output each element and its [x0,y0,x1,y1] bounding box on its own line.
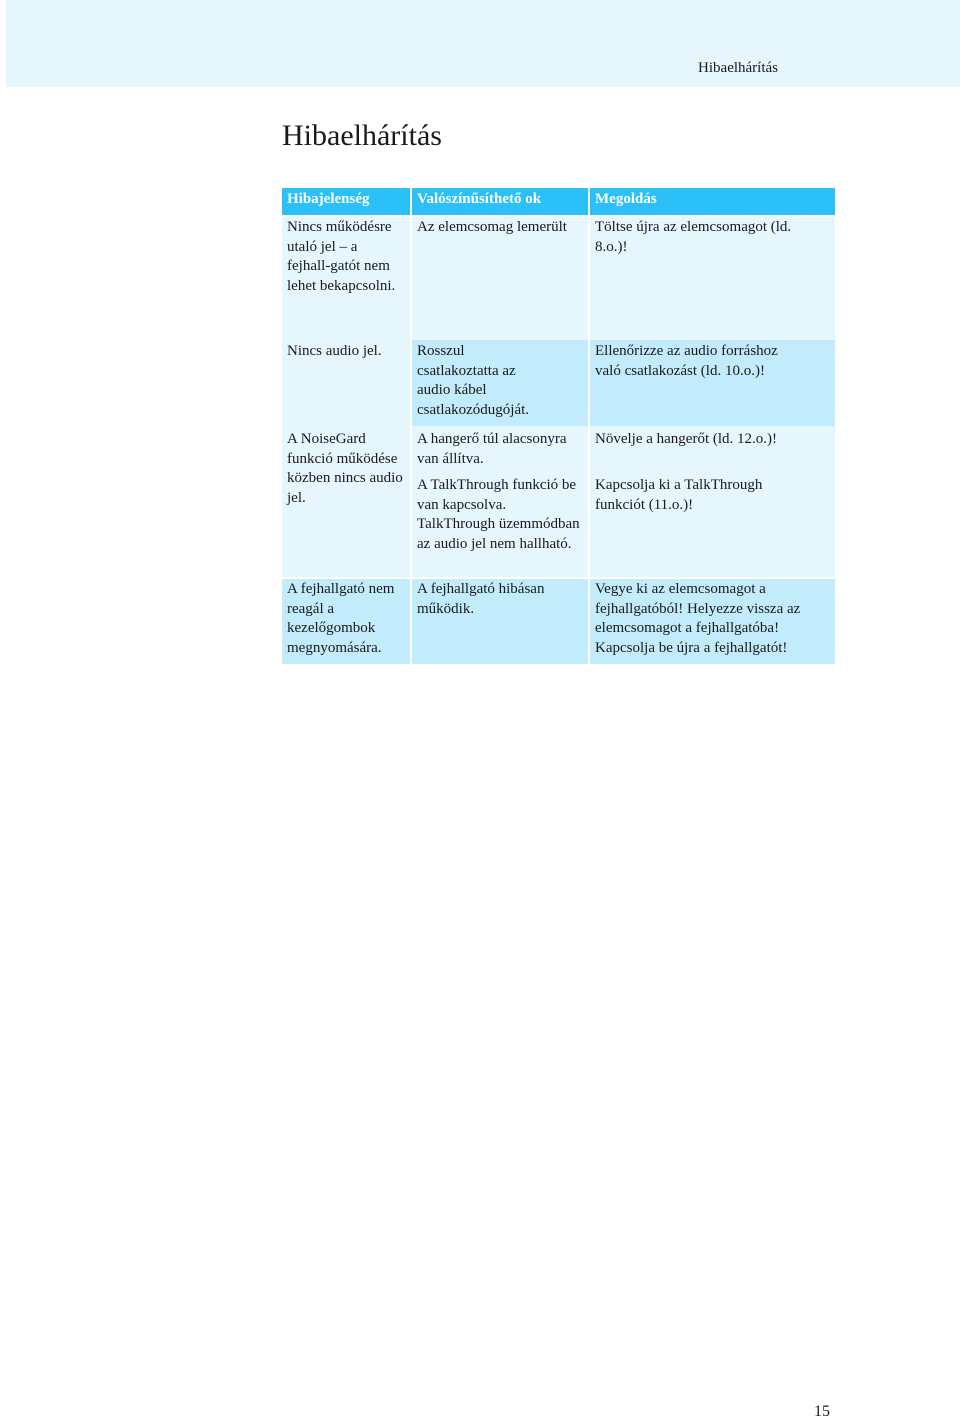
row2-cause-text: Rosszul csatlakoztatta az audio kábel csatlakozódugóját. [417,343,530,418]
header-symptom: Hibajelenség [282,188,410,215]
row4-cause-text: A fejhallgató hibásan működik. [417,581,545,617]
row2-solution [590,340,835,426]
row3-cause-a [412,428,588,472]
row3-symptom [282,428,410,577]
page-number: 15 [814,1403,830,1420]
page-title: Hibaelhárítás [282,119,442,152]
row1-cause-text: Az elemcsomag lemerült [417,219,567,235]
row3-symptom-text: A NoiseGard funkció működése közben nincs audio jel. [287,431,403,506]
row3-solution-b-text: Kapcsolja ki a TalkThrough funkciót (11.o.)! [595,477,763,513]
row2-symptom-text: Nincs audio jel. [287,343,382,359]
row1-symptom-text: Nincs működésre utaló jel – a fejhall-gatót nem lehet bekapcsolni. [287,219,396,294]
row4-solution-text: Vegye ki az elemcsomagot a fejhallgatóból! Helyezze vissza az elemcsomagot a fejhallgatóba! Kapcsolja be újra a fejhallgatót! [595,581,801,656]
row4-solution [590,579,835,664]
row3-solution-b [590,474,835,577]
header-cause: Valószínűsíthető ok [412,188,588,215]
row3-solution-a-text: Növelje a hangerőt (ld. 12.o.)! [595,431,778,447]
row1-solution-text: Töltse újra az elemcsomagot (ld. 8.o.)! [595,219,792,255]
row3-cause-a-text: A hangerő túl alacsonyra van állítva. [417,431,567,467]
row3-solution-a [590,428,835,472]
row3-cause-b-text: A TalkThrough funkció be van kapcsolva. TalkThrough üzemmódban az audio jel nem hallható. [417,477,580,552]
row4-symptom-text: A fejhallgató nem reagál a kezelőgombok megnyomására. [287,581,395,656]
header-solution: Megoldás [590,188,835,215]
row2-symptom [282,340,410,426]
row4-symptom [282,579,410,664]
running-title: Hibaelhárítás [698,60,778,76]
header-band [6,0,960,87]
row2-solution-text: Ellenőrizze az audio forráshoz való csatlakozást (ld. 10.o.)! [595,343,778,379]
row2-cause [412,340,588,426]
row3-cause-b [412,474,588,577]
row4-cause [412,579,588,664]
